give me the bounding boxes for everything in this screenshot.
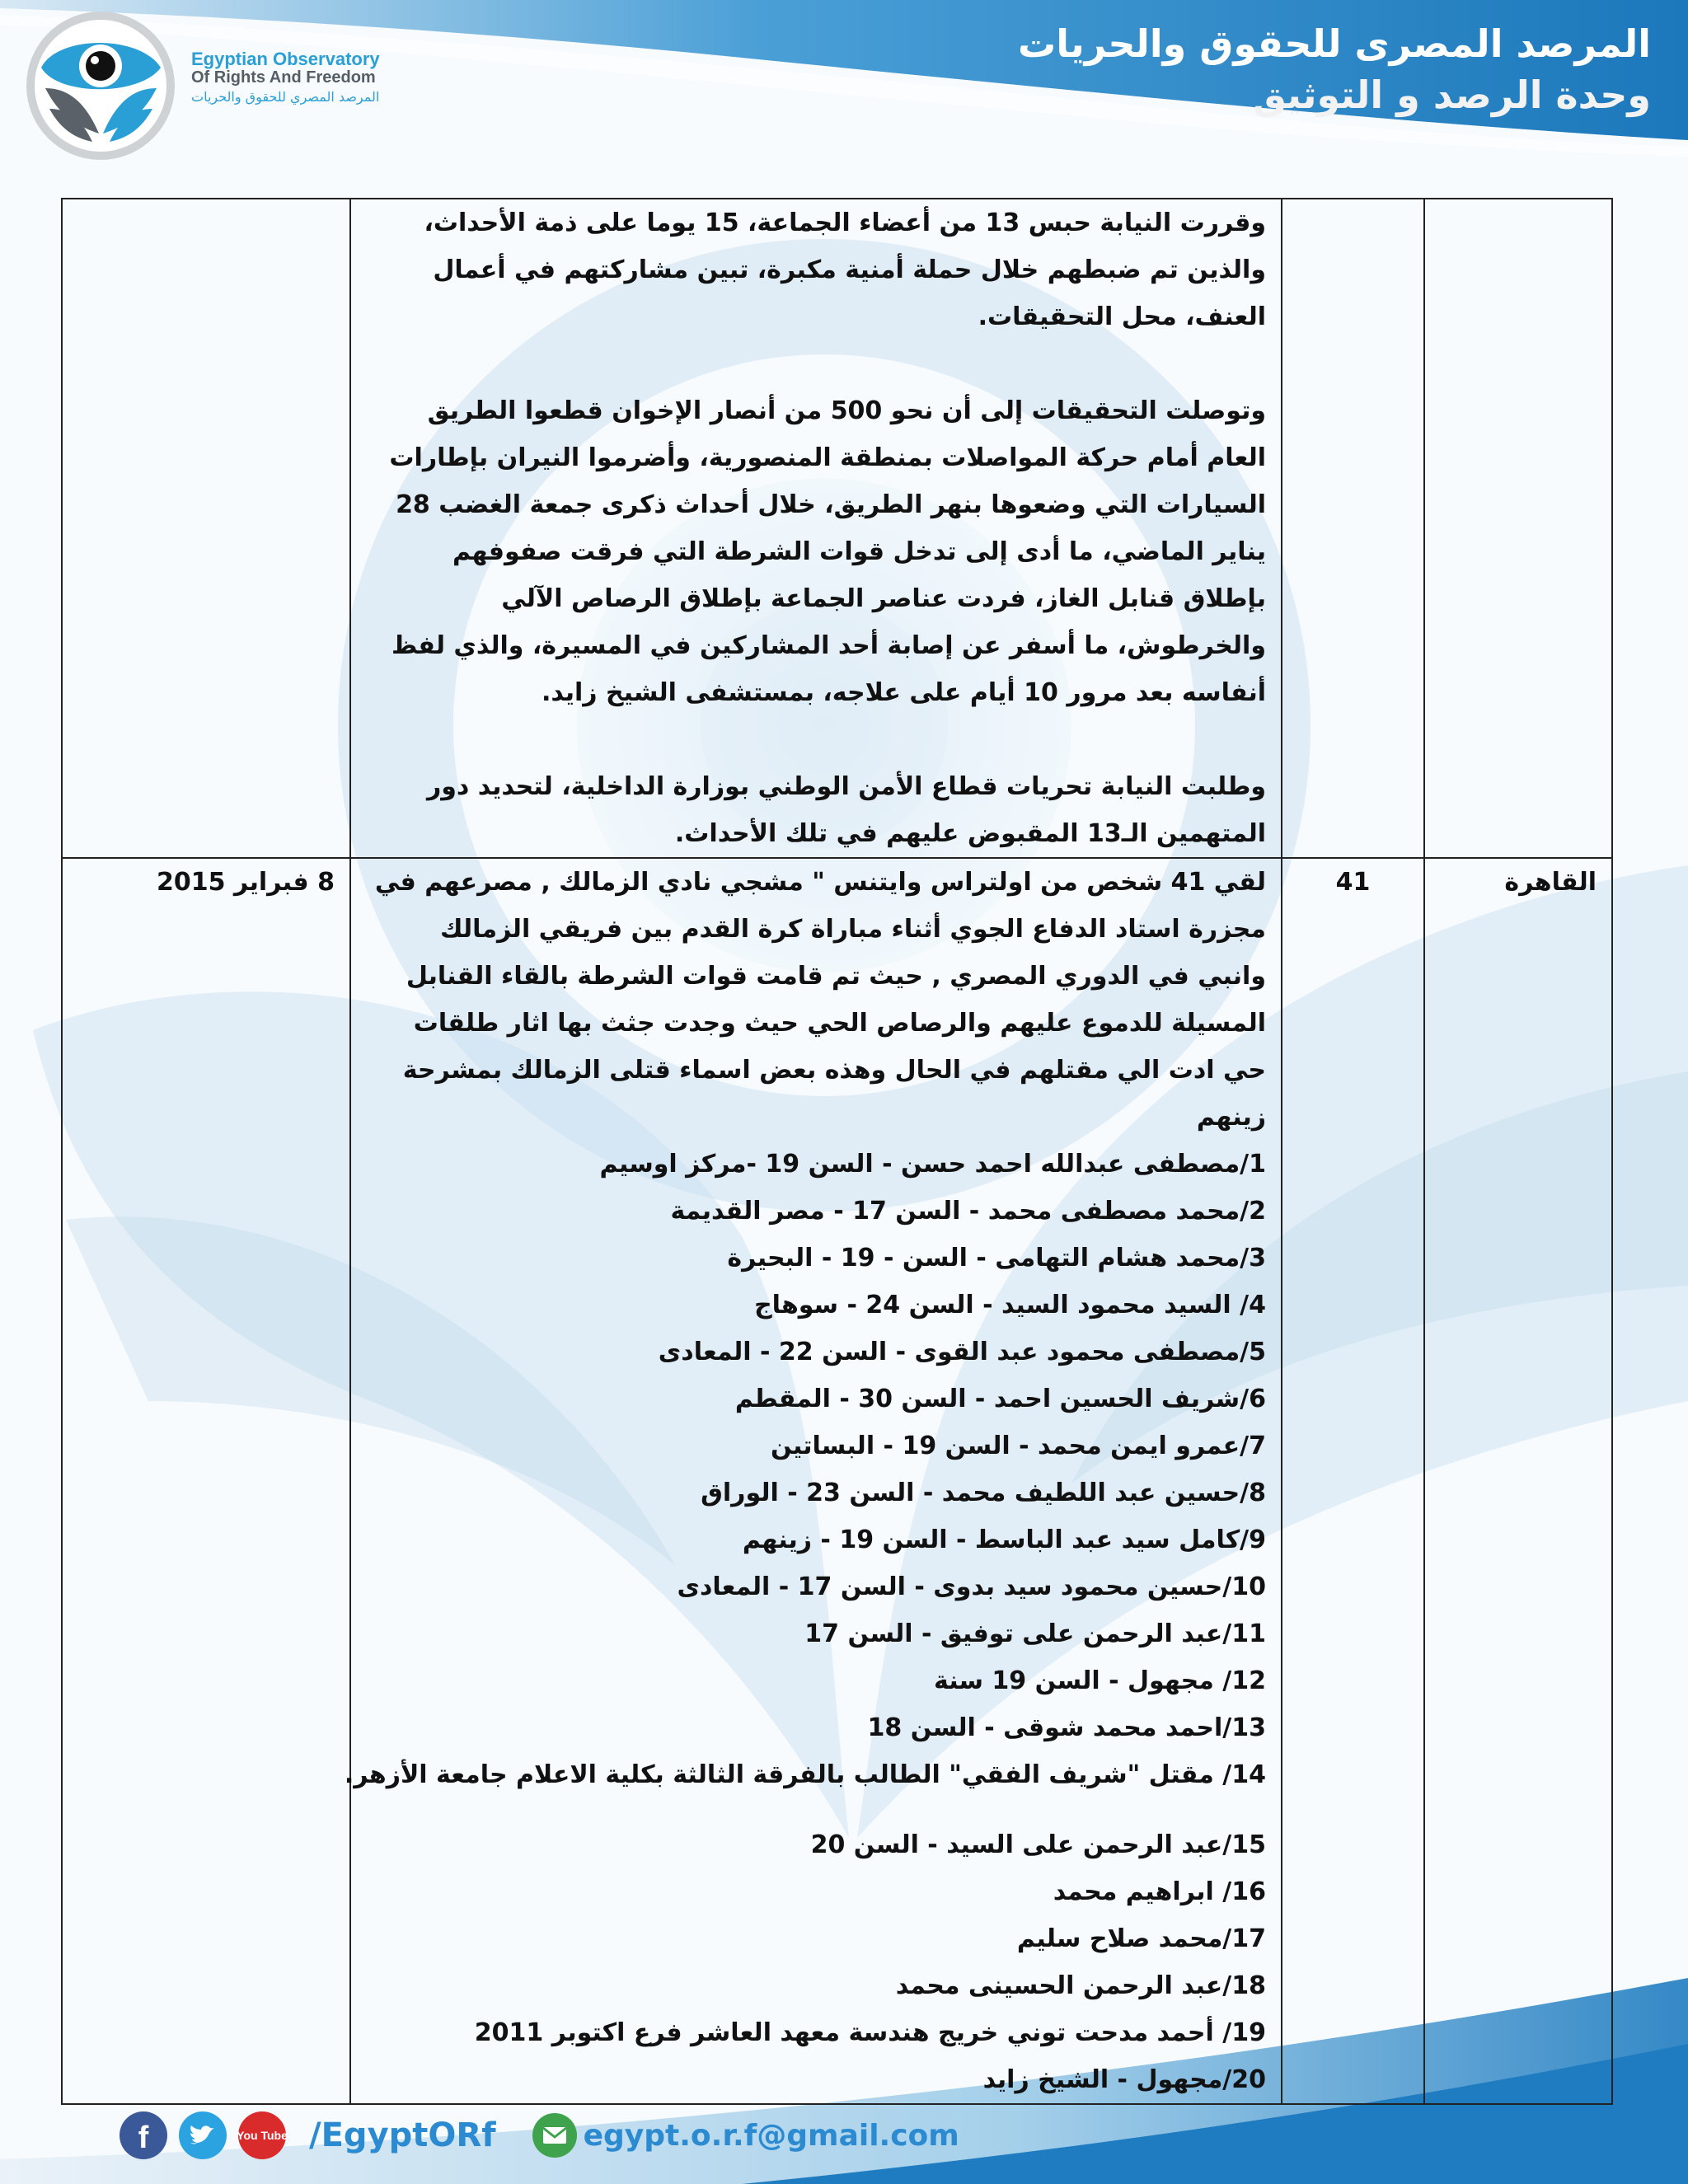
cell-governorate [1424, 199, 1612, 858]
organization-unit: وحدة الرصد و التوثيق [1253, 73, 1651, 117]
social-links [120, 2111, 298, 2159]
youtube-icon[interactable] [238, 2111, 286, 2159]
list-item: 14/ مقتل "شريف الفقي" الطالب بالفرقة الثالثة بكلية الاعلام جامعة الأزهر. [344, 1760, 1266, 1789]
list-item: 13/احمد محمد شوقى - السن 18 [867, 1713, 1266, 1742]
cell-description [344, 858, 1282, 2104]
list-item: 6/شريف الحسين احمد - السن 30 - المقطم [734, 1385, 1266, 1413]
list-item: 12/ مجهول - السن 19 سنة [934, 1666, 1266, 1695]
table-row [62, 199, 1612, 858]
logo-text [191, 49, 380, 106]
email-icon [532, 2113, 577, 2158]
incident-table [61, 198, 1613, 2105]
list-item: 1/مصطفى عبدالله احمد حسن - السن 19 -مركز اوسيم [599, 1150, 1266, 1179]
list-item: 8/حسين عبد اللطيف محمد - السن 23 - الوراق [701, 1479, 1266, 1507]
table-row [62, 858, 1612, 2104]
list-item: 10/حسين محمود سيد بدوى - السن 17 - المعادى [677, 1572, 1266, 1601]
page-footer [120, 2108, 959, 2163]
list-item: 19/ أحمد مدحت توني خريج هندسة معهد العاشر فرع اكتوبر 2011 [474, 2018, 1266, 2047]
list-item: 9/كامل سيد عبد الباسط - السن 19 - زينهم [742, 1526, 1266, 1554]
description-paragraph: وتوصلت التحقيقات إلى أن نحو 500 من أنصار الإخوان قطعوا الطريق العام أمام حركة المواصلات بمنطقة المنصورية، وأضرموا النيران بإطارات السيارات التي وضعوها بنهر الطريق، خلال أحداث ذكرى جمعة الغضب 28 يناير الماضي، ما أدى إلى تدخل قوات الشرطة التي فرقت صفوفهم بإطلاق قنابل الغاز، فردت عناصر الجماعة بإطلاق الرصاص الآلي والخرطوش، ما أسفر عن إصابة أحد المشاركين في المسيرة، والذي لفظ أنفاسه بعد مرور 10 أيام على علاجه، بمستشفى الشيخ زايد. [389, 396, 1266, 707]
list-item: 5/مصطفى محمود عبد القوى - السن 22 - المعادى [658, 1338, 1266, 1366]
contact-email[interactable]: egypt.o.r.f@gmail.com [583, 2118, 959, 2153]
list-item: 17/محمد صلاح سليم [1016, 1924, 1266, 1953]
organization-title: المرصد المصرى للحقوق والحريات [1018, 21, 1651, 66]
cell-date: 8 فبراير 2015 [62, 858, 350, 2104]
description-paragraph: وطلبت النيابة تحريات قطاع الأمن الوطني بوزارة الداخلية، لتحديد دور المتهمين الـ13 المقبوض عليهم في تلك الأحداث. [426, 772, 1266, 848]
list-item: 11/عبد الرحمن على توفيق - السن 17 [804, 1619, 1266, 1648]
description-paragraph: وقررت النيابة حبس 13 من أعضاء الجماعة، 15 يوما على ذمة الأحداث، والذين تم ضبطهم خلال حملة أمنية مكبرة، تبين مشاركتهم في أعمال العنف، محل التحقيقات. [424, 209, 1266, 331]
victim-list-a [344, 1141, 1266, 1798]
victim-list-b [366, 1821, 1266, 2103]
twitter-icon[interactable] [179, 2111, 227, 2159]
list-item: 18/عبد الرحمن الحسينى محمد [895, 1971, 1266, 2000]
description-paragraph: لقي 41 شخص من اولتراس وايتنس " مشجي نادي الزمالك , مصرعهم في مجزرة استاد الدفاع الجوي أثناء مباراة كرة القدم بين فريقي الزمالك وانبي في الدوري المصري , حيث تم قامت قوات الشرطة بالقاء القنابل المسيلة للدموع عليهم والرصاص الحي حيث وجدت جثث بها اثار طلقات حي ادت الي مقتلهم في الحال وهذه بعض اسماء قتلى الزمالك بمشرحة زينهم [374, 868, 1266, 1132]
list-item: 20/مجهول - الشيخ زايد [982, 2065, 1266, 2094]
cell-description [350, 199, 1282, 858]
svg-text:f: f [138, 2121, 149, 2155]
facebook-icon[interactable] [120, 2111, 167, 2159]
youtube-icon-label: You Tube [238, 2129, 286, 2142]
observatory-logo [25, 10, 177, 162]
page-header [1018, 18, 1651, 120]
cell-count: 41 [1282, 858, 1424, 2104]
list-item: 15/عبد الرحمن على السيد - السن 20 [810, 1830, 1266, 1859]
logo-name-ar: المرصد المصري للحقوق والحريات [191, 89, 380, 105]
list-item: 2/محمد مصطفى محمد - السن 17 - مصر القديمة [670, 1197, 1266, 1226]
list-item: 16/ ابراهيم محمد [1053, 1877, 1266, 1906]
cell-date [62, 199, 350, 858]
list-item: 3/محمد هشام التهامى - السن - 19 - البحيرة [727, 1244, 1266, 1272]
cell-count [1282, 199, 1424, 858]
social-handle[interactable]: /EgyptORf [309, 2116, 496, 2154]
list-item: 7/عمرو ايمن محمد - السن 19 - البساتين [771, 1432, 1266, 1460]
logo-name-en-line2: Of Rights And Freedom [191, 68, 376, 87]
list-item: 4/ السيد محمود السيد - السن 24 - سوهاج [754, 1291, 1266, 1319]
logo-name-en-line1: Egyptian Observatory [191, 49, 380, 69]
cell-governorate: القاهرة [1424, 858, 1612, 2104]
